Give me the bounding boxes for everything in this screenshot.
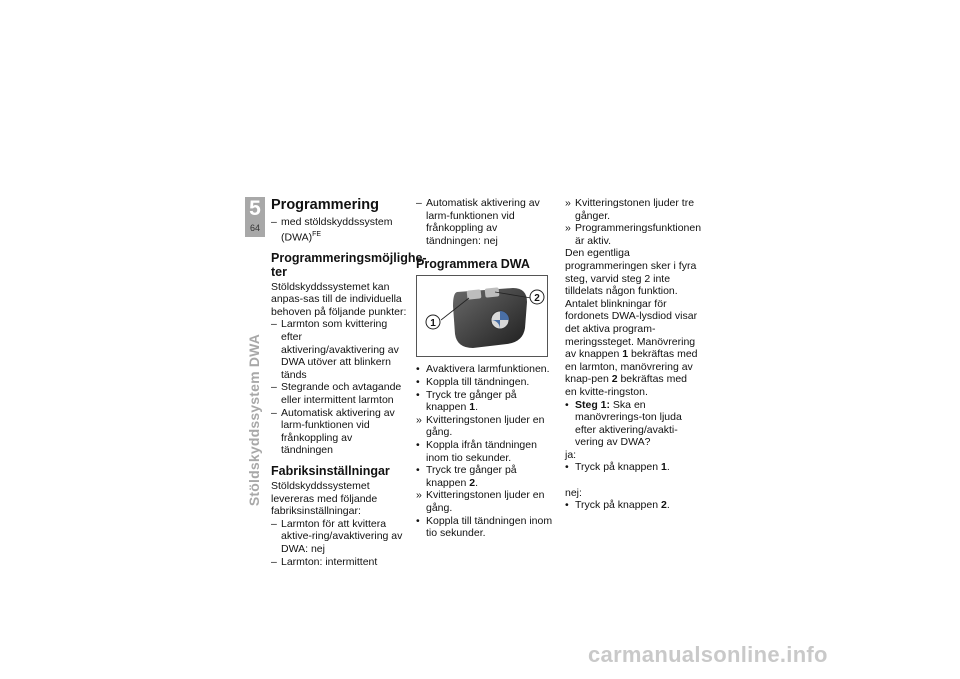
list-item: » Kvitteringstonen ljuder en gång. <box>416 413 545 439</box>
watermark: carmanualsonline.info <box>588 642 828 667</box>
list-item: » Kvitteringstonen ljuder en gång. <box>416 489 545 514</box>
list-item: • Koppla till tändningen. <box>416 375 530 388</box>
list-item: – Larmton som kvittering efter aktivering/avaktivering av DWA utöver att blinkern tänds <box>271 318 399 381</box>
list-item: – med stöldskyddssystem (DWA)$^{FE}$ <box>271 216 393 244</box>
callout-1: 1 <box>430 318 436 330</box>
list-item: • Koppla ifrån tändningen inom tio sekunder. <box>416 438 537 464</box>
heading-options: Programmeringsmöjlighe-ter <box>271 250 427 279</box>
paragraph: Den egentliga programmeringen sker i fyra steg, varvid steg 2 inte tilldelats någon funktion. Antalet blinkningar för fordonets DWA-lysdiod visar det aktiva program-meringssteget. Manövrering av knappen 1 bekräftas med en larmton, manövrering av knap-pen 2 bekräftas med en kvitte-ringston. <box>565 247 698 398</box>
list-item: • Tryck på knappen 1. <box>565 461 670 474</box>
key-fob-figure <box>416 275 548 357</box>
list-item: • Tryck tre gånger på knappen 1. <box>416 388 517 414</box>
callout-2: 2 <box>534 293 540 305</box>
list-item: – Automatisk aktivering av larm-funktionen vid frånkoppling av tändningen: nej <box>416 197 540 247</box>
column-2 <box>416 197 554 540</box>
chapter-tab <box>245 197 265 237</box>
list-item: » Kvitteringstonen ljuder tre gånger. <box>565 197 695 222</box>
list-item: • Tryck på knappen 2. <box>565 499 670 512</box>
step-1-item: • Steg 1: Ska en manövrerings-ton ljuda efter aktivering/avakti-vering av DWA? <box>565 398 682 449</box>
list-item: • Avaktivera larmfunktionen. <box>416 363 550 376</box>
answer-no-label: nej: <box>565 486 582 499</box>
paragraph: Stöldskyddssystemet kan anpas-sas till de individuella behoven på följande punkter: <box>271 280 407 318</box>
list-item: • Koppla till tändningen inom tio sekunder. <box>416 514 553 540</box>
heading-factory: Fabriksinställningar <box>271 464 390 478</box>
list-item: – Larmton: intermittent <box>271 555 378 568</box>
answer-yes-label: ja: <box>565 448 577 461</box>
list-item: – Larmton för att kvittera aktive-ring/avaktivering av DWA: nej <box>271 517 403 555</box>
heading-programmering: Programmering <box>271 197 379 213</box>
list-item: – Automatisk aktivering av larm-funktionen vid frånkoppling av tändningen <box>271 406 395 457</box>
list-item: • Tryck tre gånger på knappen 2. <box>416 464 517 489</box>
column-3 <box>565 197 701 512</box>
list-item: » Programmeringsfunktionen är aktiv. <box>565 222 702 247</box>
paragraph: Stöldskyddssystemet levereras med följande fabriksinställningar: <box>271 480 378 518</box>
key-fob-icon <box>417 276 547 356</box>
heading-program-dwa: Programmera DWA <box>416 257 530 272</box>
chapter-number: 5 <box>249 197 261 220</box>
chapter-title: Stöldskyddssystem DWA <box>246 333 262 507</box>
page-number: 64 <box>249 223 260 233</box>
list-item: – Stegrande och avtagande eller intermittent larmton <box>271 381 402 407</box>
column-1 <box>271 197 427 568</box>
